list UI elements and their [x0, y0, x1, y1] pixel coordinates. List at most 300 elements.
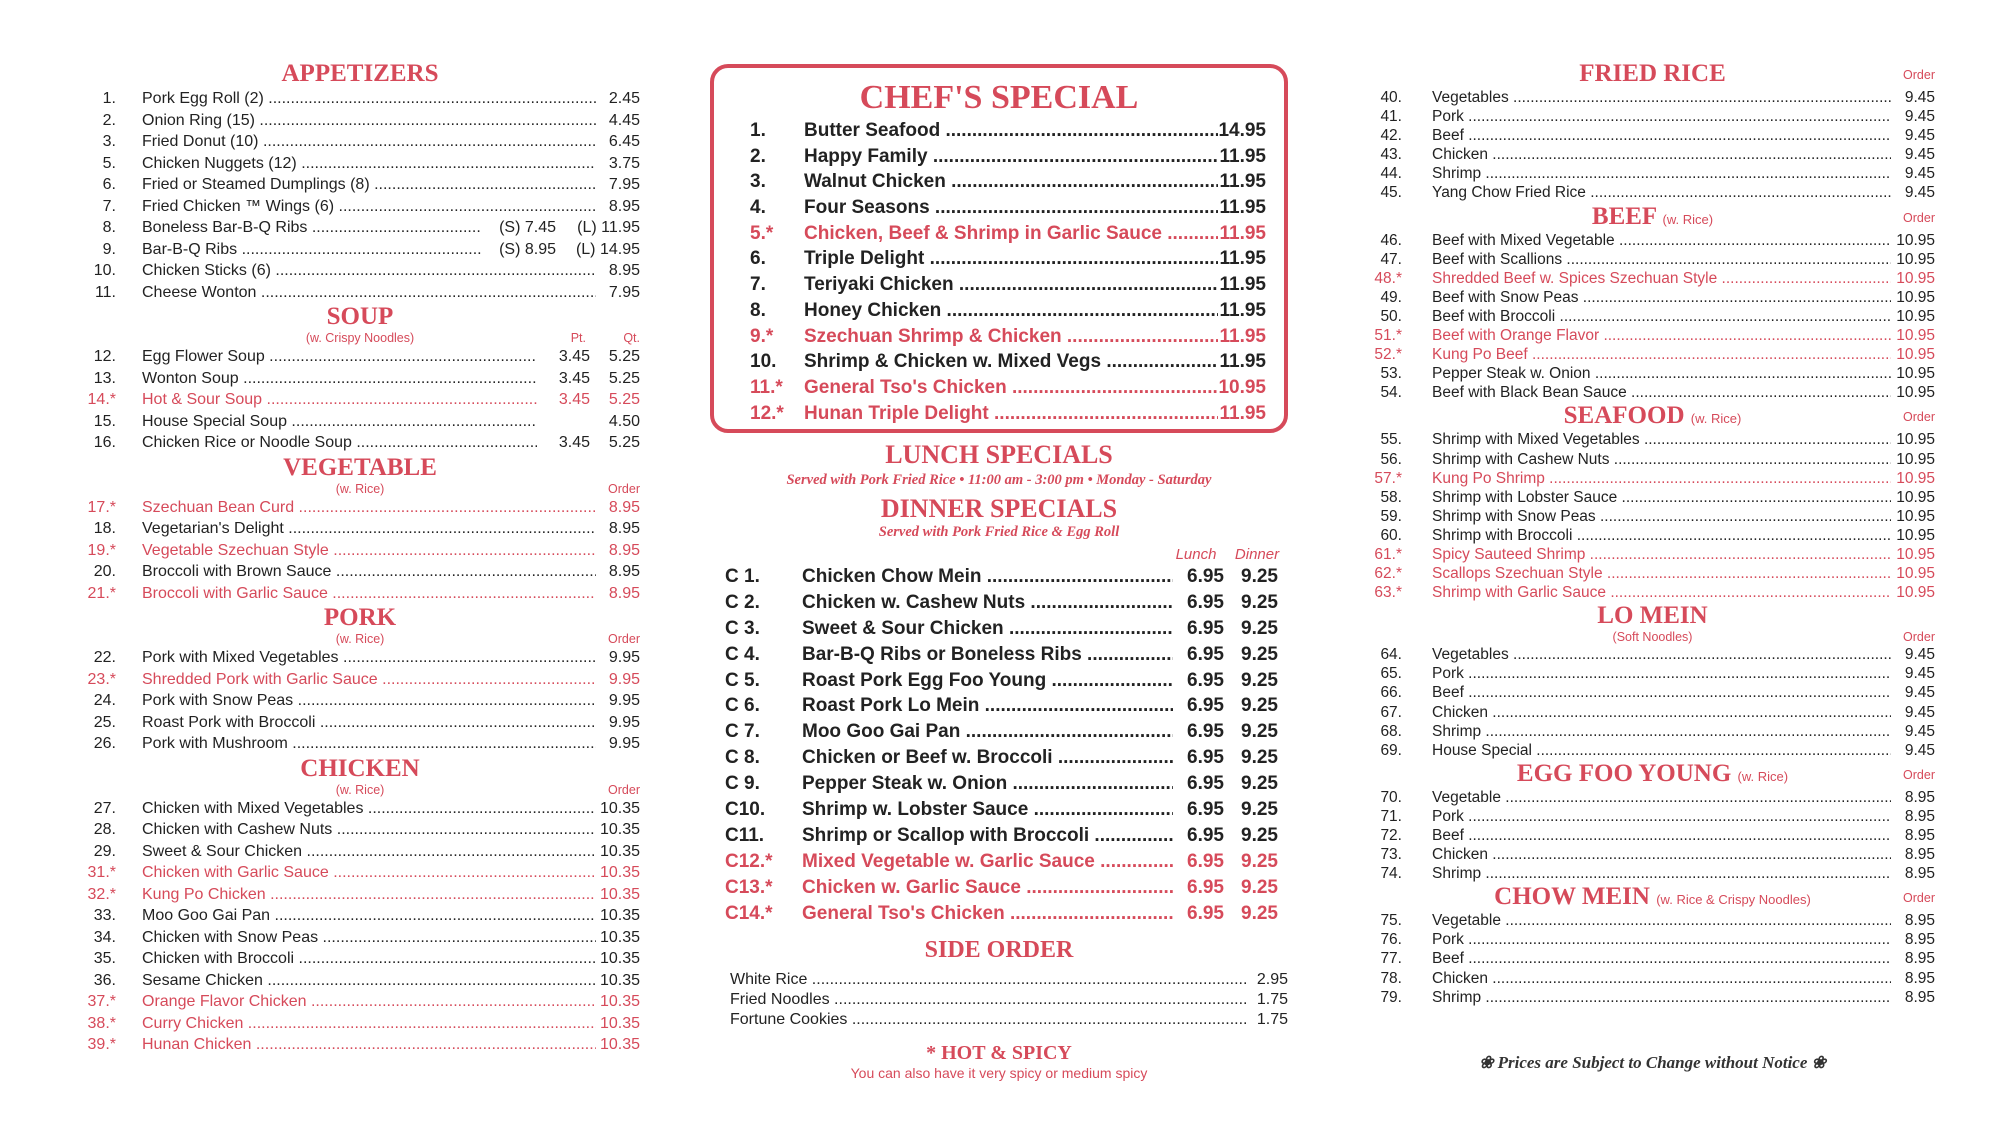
chefs-special-item: [714, 401, 1284, 427]
menu-section: [80, 60, 640, 303]
item-number: 4.: [750, 197, 766, 219]
item-number: 15.: [93, 412, 116, 430]
item-price: 10.35: [599, 950, 640, 967]
item-number: 47.: [1380, 250, 1402, 268]
item-name: Wonton Soup .....: [142, 368, 537, 390]
item-name: Cheese Wonton .....: [142, 282, 596, 304]
dinner-specials-header: [710, 546, 1288, 564]
item-price: 10.35: [599, 971, 640, 989]
item-name: Szechuan Shrimp & Chicken .....: [804, 324, 1218, 350]
item-code: C 5.: [725, 669, 760, 691]
item-lunch-price: 6.95: [1187, 643, 1224, 665]
item-name: Fried or Steamed Dumplings (8) .....: [142, 174, 596, 196]
menu-item: [1370, 949, 1935, 968]
chefs-special-item: [714, 349, 1284, 375]
item-price: 11.95: [1219, 402, 1266, 424]
item-price: 10.35: [599, 907, 640, 924]
item-price: 1.75: [1256, 1011, 1288, 1029]
item-name: Broccoli with Brown Sauce .....: [142, 561, 596, 583]
item-number: 55.: [1380, 431, 1402, 449]
item-price: 6.45: [608, 133, 640, 150]
item-name: Pork .....: [1432, 807, 1891, 826]
item-price: 9.45: [1904, 722, 1935, 740]
item-name: Onion Ring (15) .....: [142, 110, 596, 132]
item-number: 1.: [102, 90, 116, 107]
chefs-special-item: [714, 144, 1284, 170]
item-price: 9.45: [1904, 646, 1935, 664]
item-price-pint: 3.45: [558, 348, 590, 365]
col-header-order: Order: [1903, 767, 1935, 782]
item-number: 8.: [750, 299, 766, 321]
menu-item: [80, 1034, 640, 1056]
item-number: 66.: [1380, 684, 1402, 702]
menu-item: [1370, 450, 1935, 469]
menu-item: [80, 110, 640, 132]
menu-item: [1370, 231, 1935, 250]
item-dinner-price: 9.25: [1241, 773, 1278, 795]
item-name: Fried Donut (10) .....: [142, 131, 596, 153]
menu-item: [80, 346, 640, 368]
menu-item: [80, 970, 640, 992]
item-name: Fortune Cookies .....: [730, 1010, 1248, 1030]
item-price: 11.95: [1219, 248, 1266, 270]
dinner-special-item: [710, 668, 1288, 694]
chefs-special-item: [714, 118, 1284, 144]
section-title-text: CHOW MEIN: [1494, 883, 1650, 911]
col-header-order: Order: [608, 782, 640, 797]
item-price: 8.95: [1904, 931, 1935, 949]
item-number: 12.*: [750, 402, 784, 424]
item-name: House Special .....: [1432, 741, 1891, 760]
item-name: Chicken Nuggets (12) .....: [142, 153, 596, 175]
item-code: C10.: [725, 799, 766, 821]
item-lunch-price: 6.95: [1187, 617, 1224, 639]
section-title: [80, 604, 640, 632]
menu-item: [80, 819, 640, 841]
item-name: Shrimp .....: [1432, 722, 1891, 741]
item-code: C 4.: [725, 643, 760, 665]
chefs-special-title: CHEF'S SPECIAL: [859, 79, 1139, 116]
section-subtitle: (w. Rice): [335, 481, 385, 496]
item-price: 9.95: [608, 649, 640, 666]
item-number: 67.: [1380, 703, 1402, 721]
item-lunch-price: 6.95: [1187, 669, 1224, 691]
section-subtitle: (Soft Noodles): [1612, 630, 1693, 645]
section-title-sub: (w. Rice & Crispy Noodles): [1656, 892, 1811, 908]
item-price: 8.95: [608, 563, 640, 580]
item-number: 77.: [1380, 950, 1402, 968]
lunch-specials-note: Served with Pork Fried Rice • 11:00 am - 3:00 pm • Monday - Saturday: [786, 472, 1212, 488]
item-name: Kung Po Beef .....: [1432, 345, 1891, 364]
menu-item: [1370, 807, 1935, 826]
dinner-special-item: [710, 590, 1288, 616]
menu-item: [1370, 545, 1935, 564]
item-price: 9.45: [1904, 108, 1935, 126]
item-name: Boneless Bar-B-Q Ribs .....: [142, 217, 482, 239]
item-name: Vegetables .....: [1432, 645, 1891, 664]
item-price: 9.95: [608, 713, 640, 731]
dinner-special-item: [710, 823, 1288, 849]
menu-item: [80, 884, 640, 906]
item-lunch-price: 6.95: [1187, 876, 1224, 898]
menu-section: [1370, 60, 1935, 203]
item-number: 32.*: [87, 885, 116, 903]
item-price: 9.95: [608, 735, 640, 752]
side-order-item: [710, 990, 1288, 1010]
item-number: 10.: [750, 351, 777, 373]
item-name: Chicken with Cashew Nuts .....: [142, 819, 596, 841]
section-subheader: [1370, 630, 1935, 645]
menu-item: [80, 583, 640, 605]
menu-item: [1370, 988, 1935, 1007]
item-name: Spicy Sauteed Shrimp .....: [1432, 545, 1891, 564]
item-lunch-price: 6.95: [1187, 695, 1224, 717]
menu-item: [80, 841, 640, 863]
item-price: 10.95: [1896, 584, 1935, 602]
item-name: Broccoli with Garlic Sauce .....: [142, 583, 596, 605]
item-name: Pork Egg Roll (2) .....: [142, 88, 596, 110]
item-price: 3.75: [608, 154, 640, 172]
item-number: 65.: [1380, 665, 1402, 683]
item-price: 10.95: [1896, 384, 1935, 402]
item-number: 72.: [1380, 827, 1402, 844]
item-price: 10.35: [599, 1036, 640, 1053]
item-number: 43.: [1380, 146, 1402, 164]
item-dinner-price: 9.25: [1241, 876, 1278, 898]
item-price: 9.45: [1904, 703, 1935, 721]
item-name: Beef with Mixed Vegetable .....: [1432, 231, 1891, 250]
chefs-special-item: [714, 221, 1284, 247]
section-title-text: CHICKEN: [300, 754, 420, 782]
menu-item: [1370, 107, 1935, 126]
item-name: Beef with Broccoli .....: [1432, 307, 1891, 326]
section-subheader: [80, 331, 640, 346]
section-title-text: APPETIZERS: [281, 60, 439, 87]
item-number: 64.: [1380, 646, 1402, 664]
item-number: 9.*: [750, 325, 774, 347]
item-number: 62.*: [1374, 565, 1402, 583]
item-number: 6.: [750, 248, 766, 270]
item-price: 8.95: [1904, 788, 1935, 806]
item-price: 9.45: [1904, 146, 1935, 164]
item-price: 9.45: [1904, 89, 1935, 106]
item-name: Chicken with Mixed Vegetables .....: [142, 798, 596, 820]
item-name: Honey Chicken .....: [804, 298, 1218, 324]
item-price: 9.95: [608, 670, 640, 688]
item-price-pint: 3.45: [558, 434, 590, 451]
menu-item: [80, 153, 640, 175]
section-title: [80, 303, 640, 331]
item-number: 6.: [102, 176, 116, 193]
item-number: 16.: [93, 434, 116, 451]
item-name: Mixed Vegetable w. Garlic Sauce .....: [802, 849, 1173, 875]
item-number: 27.: [93, 799, 116, 817]
menu-section: [1370, 760, 1935, 883]
section-title-text: SEAFOOD: [1563, 402, 1685, 430]
menu-section: [80, 303, 640, 454]
item-number: 13.: [93, 369, 116, 387]
item-name: Shrimp .....: [1432, 164, 1891, 183]
item-name: Kung Po Chicken .....: [142, 884, 596, 906]
item-price: 10.95: [1896, 526, 1935, 544]
item-price-quart: 4.50: [608, 412, 640, 430]
item-name: Shrimp or Scallop with Broccoli .....: [802, 823, 1173, 849]
menu-item: [80, 518, 640, 540]
item-dinner-price: 9.25: [1241, 747, 1278, 769]
section-title: [80, 454, 640, 482]
item-number: 58.: [1380, 488, 1402, 506]
dinner-special-item: [710, 901, 1288, 927]
item-number: 54.: [1380, 384, 1402, 402]
menu-item: [80, 497, 640, 519]
item-name: Sesame Chicken .....: [142, 970, 596, 992]
item-price: 8.95: [608, 498, 640, 516]
dinner-special-item: [710, 849, 1288, 875]
item-name: Roast Pork with Broccoli .....: [142, 712, 596, 734]
item-name: Vegetable .....: [1432, 911, 1891, 930]
menu-item: [1370, 911, 1935, 930]
col-header-order: Order: [608, 481, 640, 496]
item-price: 8.95: [608, 520, 640, 537]
menu-item: [80, 798, 640, 820]
menu-item: [1370, 526, 1935, 545]
item-price-large: (L) 11.95: [577, 219, 640, 236]
item-price: 9.45: [1904, 684, 1935, 702]
item-name: Beef .....: [1432, 683, 1891, 702]
item-number: 52.*: [1374, 346, 1402, 364]
item-price-quart: 5.25: [608, 369, 640, 387]
menu-item: [1370, 703, 1935, 722]
item-code: C11.: [725, 824, 765, 846]
item-code: C 3.: [725, 617, 760, 639]
item-number: 49.: [1380, 288, 1402, 306]
item-number: 18.: [93, 520, 116, 537]
menu-item: [1370, 845, 1935, 864]
item-price: 10.35: [599, 928, 640, 946]
item-name: Fried Chicken ™ Wings (6) .....: [142, 196, 596, 218]
item-price: 10.95: [1896, 507, 1935, 525]
menu-item: [80, 905, 640, 927]
menu-item: [1370, 430, 1935, 449]
item-price: 10.95: [1896, 346, 1935, 364]
item-name: Shrimp with Garlic Sauce .....: [1432, 583, 1891, 602]
item-price: 9.45: [1904, 665, 1935, 683]
item-price: 1.75: [1256, 991, 1288, 1009]
item-name: Pork .....: [1432, 664, 1891, 683]
menu-item: [80, 991, 640, 1013]
menu-item: [1370, 288, 1935, 307]
item-name: Moo Goo Gai Pan .....: [802, 719, 1173, 745]
item-price: 11.95: [1219, 171, 1266, 193]
menu-item: [80, 196, 640, 218]
menu-item: [80, 927, 640, 949]
item-price: 11.95: [1219, 145, 1266, 167]
menu-item: [1370, 269, 1935, 288]
item-price: 11.95: [1219, 197, 1266, 219]
menu-item: [80, 1013, 640, 1035]
item-name: Four Seasons .....: [804, 195, 1218, 221]
item-name: Pepper Steak w. Onion .....: [802, 771, 1173, 797]
item-price: 8.95: [608, 541, 640, 559]
item-number: 5.*: [750, 222, 774, 244]
dinner-special-item: [710, 564, 1288, 590]
dinner-specials-note: Served with Pork Fried Rice & Egg Roll: [878, 524, 1120, 540]
item-number: 37.*: [87, 993, 116, 1010]
item-number: 20.: [93, 563, 116, 580]
item-name: Triple Delight .....: [804, 246, 1218, 272]
item-price: 8.95: [1904, 827, 1935, 844]
menu-item: [1370, 345, 1935, 364]
item-number: 46.: [1380, 231, 1402, 249]
prices-notice: ❀ Prices are Subject to Change without Notice ❀: [1479, 1053, 1826, 1072]
menu-item: [1370, 88, 1935, 107]
item-price: 11.95: [1219, 222, 1266, 244]
menu-item: [1370, 145, 1935, 164]
item-price: 10.35: [599, 864, 640, 881]
item-number: 8.: [102, 219, 116, 236]
item-number: 11.*: [750, 376, 783, 398]
item-name: Sweet & Sour Chicken .....: [142, 841, 596, 863]
item-price-small: (S) 7.45: [499, 219, 556, 236]
item-dinner-price: 9.25: [1241, 721, 1278, 743]
item-dinner-price: 9.25: [1241, 850, 1278, 872]
dinner-special-item: [710, 642, 1288, 668]
item-price: 2.95: [1256, 971, 1288, 989]
item-name: Chicken .....: [1432, 845, 1891, 864]
item-code: C 2.: [725, 591, 760, 613]
item-number: 48.*: [1374, 269, 1402, 287]
item-name: Butter Seafood .....: [804, 118, 1218, 144]
item-lunch-price: 6.95: [1187, 721, 1224, 743]
item-name: Walnut Chicken .....: [804, 169, 1218, 195]
item-name: Vegetable Szechuan Style .....: [142, 540, 596, 562]
item-price: 8.95: [608, 197, 640, 215]
item-name: Chicken Sticks (6) .....: [142, 260, 596, 282]
item-number: 34.: [93, 928, 116, 946]
item-name: Roast Pork Lo Mein .....: [802, 693, 1173, 719]
menu-item: [1370, 930, 1935, 949]
item-price: 10.95: [1896, 231, 1935, 249]
item-dinner-price: 9.25: [1241, 643, 1278, 665]
section-subheader: [1370, 211, 1935, 231]
item-number: 19.*: [87, 541, 116, 559]
menu-item: [80, 88, 640, 110]
menu-item: [80, 282, 640, 304]
item-name: Pork .....: [1432, 930, 1891, 949]
col-header-order: Order: [608, 632, 640, 646]
item-name: Orange Flavor Chicken .....: [142, 991, 596, 1013]
item-price: 2.45: [608, 90, 640, 107]
item-price: 10.95: [1896, 250, 1935, 268]
item-name: Scallops Szechuan Style .....: [1432, 564, 1891, 583]
item-number: 3.: [750, 171, 766, 193]
section-title-sub: (w. Rice): [1690, 411, 1742, 427]
item-price: 11.95: [1219, 325, 1266, 347]
item-price: 10.95: [1896, 545, 1935, 563]
section-title: [1370, 602, 1935, 630]
section-subtitle: (w. Rice): [335, 782, 385, 797]
menu-item: [80, 389, 640, 411]
item-name: Fried Noodles .....: [730, 990, 1248, 1010]
item-dinner-price: 9.25: [1241, 669, 1278, 691]
item-name: Shrimp with Mixed Vegetables .....: [1432, 430, 1891, 449]
chefs-special-item: [714, 169, 1284, 195]
item-dinner-price: 9.25: [1241, 566, 1278, 587]
dinner-col-header: Dinner: [1234, 546, 1280, 563]
item-name: Pepper Steak w. Onion .....: [1432, 364, 1891, 383]
menu-item: [1370, 507, 1935, 526]
chefs-special-item: [714, 324, 1284, 350]
item-number: 69.: [1380, 741, 1402, 759]
item-number: 71.: [1380, 807, 1402, 825]
item-lunch-price: 6.95: [1187, 566, 1224, 587]
item-name: Beef with Orange Flavor .....: [1432, 326, 1891, 345]
item-name: House Special Soup .....: [142, 411, 537, 433]
item-price: 9.45: [1904, 165, 1935, 183]
item-name: Happy Family .....: [804, 144, 1218, 170]
item-number: 25.: [93, 713, 116, 731]
menu-item: [1370, 250, 1935, 269]
item-price: 10.35: [599, 799, 640, 817]
col-header-order: Order: [1903, 891, 1935, 906]
item-name: Chicken or Beef w. Broccoli .....: [802, 745, 1173, 771]
item-dinner-price: 9.25: [1241, 902, 1278, 924]
item-price-pint: 3.45: [558, 391, 590, 408]
menu-section: [80, 454, 640, 605]
item-code: C14.*: [725, 902, 773, 924]
item-price: 9.45: [1904, 184, 1935, 202]
item-number: 73.: [1380, 846, 1402, 864]
item-number: 24.: [93, 692, 116, 709]
dinner-specials-title: DINNER SPECIALS: [880, 494, 1118, 523]
item-name: Chicken with Snow Peas .....: [142, 927, 596, 949]
menu-item: [80, 669, 640, 691]
item-dinner-price: 9.25: [1241, 591, 1278, 613]
item-number: 3.: [102, 133, 116, 150]
item-number: 17.*: [87, 498, 116, 516]
menu-item: [1370, 583, 1935, 602]
item-name: Beef with Snow Peas .....: [1432, 288, 1891, 307]
item-price-quart: 5.25: [608, 348, 640, 365]
item-name: Kung Po Shrimp .....: [1432, 469, 1891, 488]
item-price-quart: 5.25: [608, 391, 640, 408]
col-header-order: Order: [1903, 210, 1935, 225]
menu-section: [1370, 883, 1935, 1006]
dinner-special-item: [710, 719, 1288, 745]
lunch-dinner-section: [710, 441, 1288, 1081]
item-lunch-price: 6.95: [1187, 747, 1224, 769]
item-name: Vegetarian's Delight .....: [142, 518, 596, 540]
menu-item: [80, 948, 640, 970]
menu-item: [1370, 326, 1935, 345]
item-name: Chicken .....: [1432, 145, 1891, 164]
item-lunch-price: 6.95: [1187, 850, 1224, 872]
item-price: 4.45: [608, 111, 640, 129]
item-number: 76.: [1380, 931, 1402, 949]
item-number: 7.: [102, 197, 116, 215]
section-title-sub: (w. Rice): [1737, 768, 1789, 784]
side-order-list: [710, 970, 1288, 1030]
item-name: Beef with Black Bean Sauce .....: [1432, 383, 1891, 402]
section-subheader: [1370, 768, 1935, 788]
section-subheader: [80, 783, 640, 798]
item-price: 11.95: [1219, 351, 1266, 373]
col-header-order: Order: [1903, 630, 1935, 645]
item-lunch-price: 6.95: [1187, 591, 1224, 613]
item-dinner-price: 9.25: [1241, 799, 1278, 821]
menu-item: [80, 432, 640, 454]
menu-item: [1370, 183, 1935, 202]
